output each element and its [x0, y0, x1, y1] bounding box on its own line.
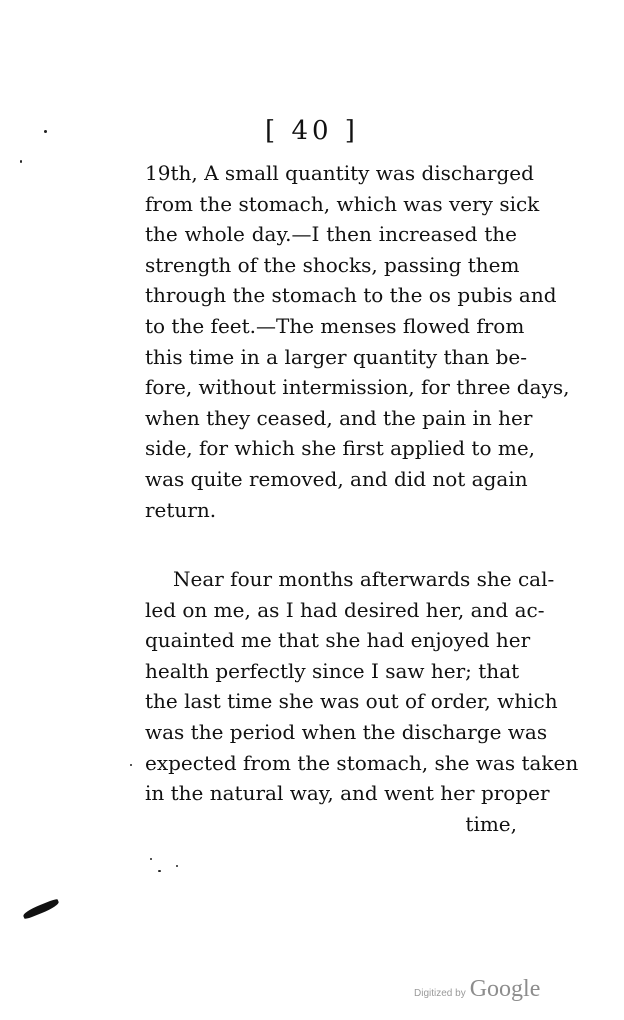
paragraph-2 [145, 564, 579, 839]
text-line: was quite removed, and did not again [145, 466, 528, 491]
digitized-watermark [414, 976, 540, 1003]
text-line: when they ceased, and the pain in her [145, 405, 533, 430]
text-line: return. [145, 497, 217, 522]
text-line: the last time she was out of order, which [145, 689, 558, 714]
paragraph-1 [145, 158, 570, 525]
page-number: [ 40 ] [265, 116, 359, 146]
google-logo-text: Google [469, 976, 541, 1002]
scan-speck [158, 870, 161, 872]
text-line: this time in a larger quantity than be- [145, 344, 527, 369]
text-line: side, for which she first applied to me, [145, 436, 536, 461]
ink-smudge [22, 898, 60, 920]
text-line: from the stomach, which was very sick [145, 191, 540, 216]
text-line: fore, without intermission, for three days, [145, 375, 570, 400]
scan-speck [44, 130, 47, 133]
text-line: quainted me that she had enjoyed her [145, 628, 531, 653]
text-line: the whole day.—I then increased the [145, 222, 517, 247]
text-line: through the stomach to the os pubis and [145, 283, 557, 308]
text-line: Near four months afterwards she cal- [173, 567, 555, 591]
text-line: to the feet.—The menses flowed from [145, 313, 525, 338]
watermark-prefix: Digitized by [414, 988, 466, 999]
text-line: expected from the stomach, she was taken [145, 750, 579, 775]
catchword: time, [465, 811, 517, 836]
text-line: 19th, A small quantity was discharged [145, 161, 534, 185]
scan-speck [150, 858, 152, 860]
text-line: was the period when the discharge was [145, 719, 548, 744]
scan-speck [176, 865, 178, 867]
text-line: led on me, as I had desired her, and ac- [145, 597, 545, 622]
scan-speck [130, 764, 132, 766]
text-line: in the natural way, and went her proper [145, 781, 550, 806]
text-line: health perfectly since I saw her; that [145, 658, 520, 683]
text-line: strength of the shocks, passing them [145, 252, 520, 277]
scan-speck [20, 160, 22, 163]
